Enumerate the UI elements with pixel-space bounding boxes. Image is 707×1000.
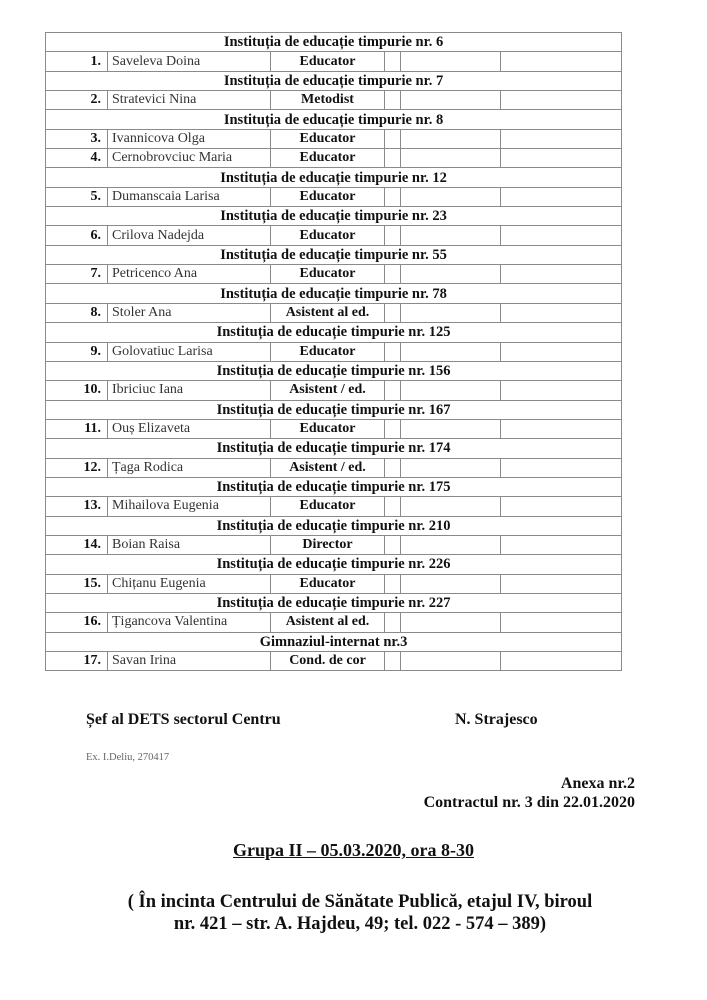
empty-cell [401, 574, 501, 593]
empty-cell [501, 574, 622, 593]
institution-name: Instituția de educație timpurie nr. 78 [46, 284, 622, 303]
institution-header-row [46, 71, 622, 90]
institution-header-row [46, 516, 622, 535]
institution-header-row [46, 477, 622, 496]
empty-cell [501, 303, 622, 322]
table-row [46, 535, 622, 554]
signatory-name: N. Strajesco [455, 711, 538, 728]
row-number: 2. [46, 91, 108, 110]
person-role: Asistent / ed. [271, 458, 385, 477]
row-number: 13. [46, 497, 108, 516]
empty-cell [501, 149, 622, 168]
person-name: Stoler Ana [108, 303, 271, 322]
person-name: Golovatiuc Larisa [108, 342, 271, 361]
empty-cell [401, 342, 501, 361]
location-block [60, 891, 660, 935]
person-role: Asistent al ed. [271, 303, 385, 322]
participants-table [45, 32, 622, 671]
empty-cell [501, 458, 622, 477]
empty-cell [401, 535, 501, 554]
empty-cell [385, 535, 401, 554]
participants-table-body [46, 33, 622, 671]
table-row [46, 129, 622, 148]
empty-cell [501, 187, 622, 206]
table-row [46, 91, 622, 110]
row-number: 1. [46, 52, 108, 71]
person-role: Educator [271, 226, 385, 245]
empty-cell [385, 497, 401, 516]
person-role: Asistent / ed. [271, 381, 385, 400]
person-name: Ivannicova Olga [108, 129, 271, 148]
person-name: Țigancova Valentina [108, 613, 271, 632]
row-number: 6. [46, 226, 108, 245]
signatory-title: Șef al DETS sectorul Centru [86, 711, 281, 728]
empty-cell [385, 91, 401, 110]
row-number: 11. [46, 419, 108, 438]
empty-cell [385, 52, 401, 71]
table-row [46, 187, 622, 206]
person-name: Chițanu Eugenia [108, 574, 271, 593]
institution-header-row [46, 110, 622, 129]
location-line-2: nr. 421 – str. A. Hajdeu, 49; tel. 022 - 574 – 389) [173, 914, 547, 934]
row-number: 17. [46, 652, 108, 671]
executor-note: Ex. I.Deliu, 270417 [86, 752, 170, 763]
empty-cell [401, 613, 501, 632]
table-row [46, 574, 622, 593]
institution-header-row [46, 33, 622, 52]
empty-cell [385, 652, 401, 671]
empty-cell [501, 129, 622, 148]
row-number: 15. [46, 574, 108, 593]
row-number: 16. [46, 613, 108, 632]
empty-cell [385, 226, 401, 245]
row-number: 7. [46, 265, 108, 284]
institution-name: Gimnaziul-internat nr.3 [46, 632, 622, 651]
institution-header-row [46, 632, 622, 651]
table-row [46, 265, 622, 284]
empty-cell [501, 652, 622, 671]
table-row [46, 52, 622, 71]
institution-name: Instituția de educație timpurie nr. 55 [46, 245, 622, 264]
institution-name: Instituția de educație timpurie nr. 227 [46, 593, 622, 612]
empty-cell [385, 458, 401, 477]
person-name: Mihailova Eugenia [108, 497, 271, 516]
group-heading: Grupa II – 05.03.2020, ora 8-30 [232, 840, 474, 860]
empty-cell [401, 226, 501, 245]
institution-name: Instituția de educație timpurie nr. 156 [46, 361, 622, 380]
person-name: Boian Raisa [108, 535, 271, 554]
empty-cell [501, 381, 622, 400]
institution-name: Instituția de educație timpurie nr. 8 [46, 110, 622, 129]
empty-cell [501, 265, 622, 284]
row-number: 4. [46, 149, 108, 168]
person-role: Director [271, 535, 385, 554]
institution-header-row [46, 168, 622, 187]
empty-cell [401, 91, 501, 110]
person-name: Stratevici Nina [108, 91, 271, 110]
location-line-1: ( În incinta Centrului de Sănătate Publică, etajul IV, biroul [127, 892, 593, 912]
empty-cell [385, 342, 401, 361]
person-name: Crilova Nadejda [108, 226, 271, 245]
row-number: 3. [46, 129, 108, 148]
institution-name: Instituția de educație timpurie nr. 125 [46, 323, 622, 342]
person-name: Cernobrovciuc Maria [108, 149, 271, 168]
empty-cell [401, 303, 501, 322]
institution-header-row [46, 361, 622, 380]
person-role: Educator [271, 129, 385, 148]
table-row [46, 342, 622, 361]
row-number: 8. [46, 303, 108, 322]
empty-cell [501, 419, 622, 438]
institution-name: Instituția de educație timpurie nr. 226 [46, 555, 622, 574]
person-role: Educator [271, 497, 385, 516]
person-role: Educator [271, 149, 385, 168]
institution-header-row [46, 284, 622, 303]
empty-cell [385, 303, 401, 322]
person-role: Educator [271, 52, 385, 71]
row-number: 5. [46, 187, 108, 206]
person-name: Petricenco Ana [108, 265, 271, 284]
institution-header-row [46, 400, 622, 419]
table-row [46, 419, 622, 438]
person-name: Țaga Rodica [108, 458, 271, 477]
institution-name: Instituția de educație timpurie nr. 210 [46, 516, 622, 535]
person-role: Educator [271, 187, 385, 206]
empty-cell [401, 458, 501, 477]
empty-cell [501, 342, 622, 361]
empty-cell [401, 497, 501, 516]
institution-name: Instituția de educație timpurie nr. 175 [46, 477, 622, 496]
empty-cell [385, 419, 401, 438]
table-row [46, 303, 622, 322]
table-row [46, 149, 622, 168]
institution-name: Instituția de educație timpurie nr. 12 [46, 168, 622, 187]
empty-cell [385, 149, 401, 168]
person-role: Educator [271, 265, 385, 284]
empty-cell [401, 129, 501, 148]
institution-name: Instituția de educație timpurie nr. 174 [46, 439, 622, 458]
person-role: Educator [271, 419, 385, 438]
empty-cell [501, 226, 622, 245]
empty-cell [501, 535, 622, 554]
empty-cell [401, 149, 501, 168]
table-row [46, 381, 622, 400]
table-row [46, 652, 622, 671]
empty-cell [401, 419, 501, 438]
person-role: Educator [271, 574, 385, 593]
institution-header-row [46, 593, 622, 612]
person-role: Cond. de cor [271, 652, 385, 671]
empty-cell [385, 129, 401, 148]
institution-name: Instituția de educație timpurie nr. 6 [46, 33, 622, 52]
empty-cell [385, 265, 401, 284]
empty-cell [401, 265, 501, 284]
table-row [46, 497, 622, 516]
person-name: Ouș Elizaveta [108, 419, 271, 438]
institution-name: Instituția de educație timpurie nr. 23 [46, 207, 622, 226]
person-name: Saveleva Doina [108, 52, 271, 71]
table-row [46, 613, 622, 632]
empty-cell [385, 187, 401, 206]
institution-header-row [46, 555, 622, 574]
institution-header-row [46, 207, 622, 226]
table-row [46, 226, 622, 245]
row-number: 9. [46, 342, 108, 361]
empty-cell [385, 613, 401, 632]
empty-cell [385, 574, 401, 593]
institution-header-row [46, 439, 622, 458]
person-name: Ibriciuc Iana [108, 381, 271, 400]
empty-cell [401, 381, 501, 400]
empty-cell [385, 381, 401, 400]
empty-cell [401, 652, 501, 671]
row-number: 14. [46, 535, 108, 554]
empty-cell [501, 613, 622, 632]
empty-cell [401, 187, 501, 206]
table-row [46, 458, 622, 477]
person-role: Metodist [271, 91, 385, 110]
institution-header-row [46, 245, 622, 264]
annex-label: Anexa nr.2 [560, 775, 635, 792]
institution-name: Instituția de educație timpurie nr. 7 [46, 71, 622, 90]
row-number: 10. [46, 381, 108, 400]
person-role: Educator [271, 342, 385, 361]
institution-header-row [46, 323, 622, 342]
contract-reference: Contractul nr. 3 din 22.01.2020 [423, 794, 635, 811]
row-number: 12. [46, 458, 108, 477]
empty-cell [401, 52, 501, 71]
person-role: Asistent al ed. [271, 613, 385, 632]
empty-cell [501, 91, 622, 110]
empty-cell [501, 52, 622, 71]
institution-name: Instituția de educație timpurie nr. 167 [46, 400, 622, 419]
empty-cell [501, 497, 622, 516]
person-name: Dumanscaia Larisa [108, 187, 271, 206]
person-name: Savan Irina [108, 652, 271, 671]
